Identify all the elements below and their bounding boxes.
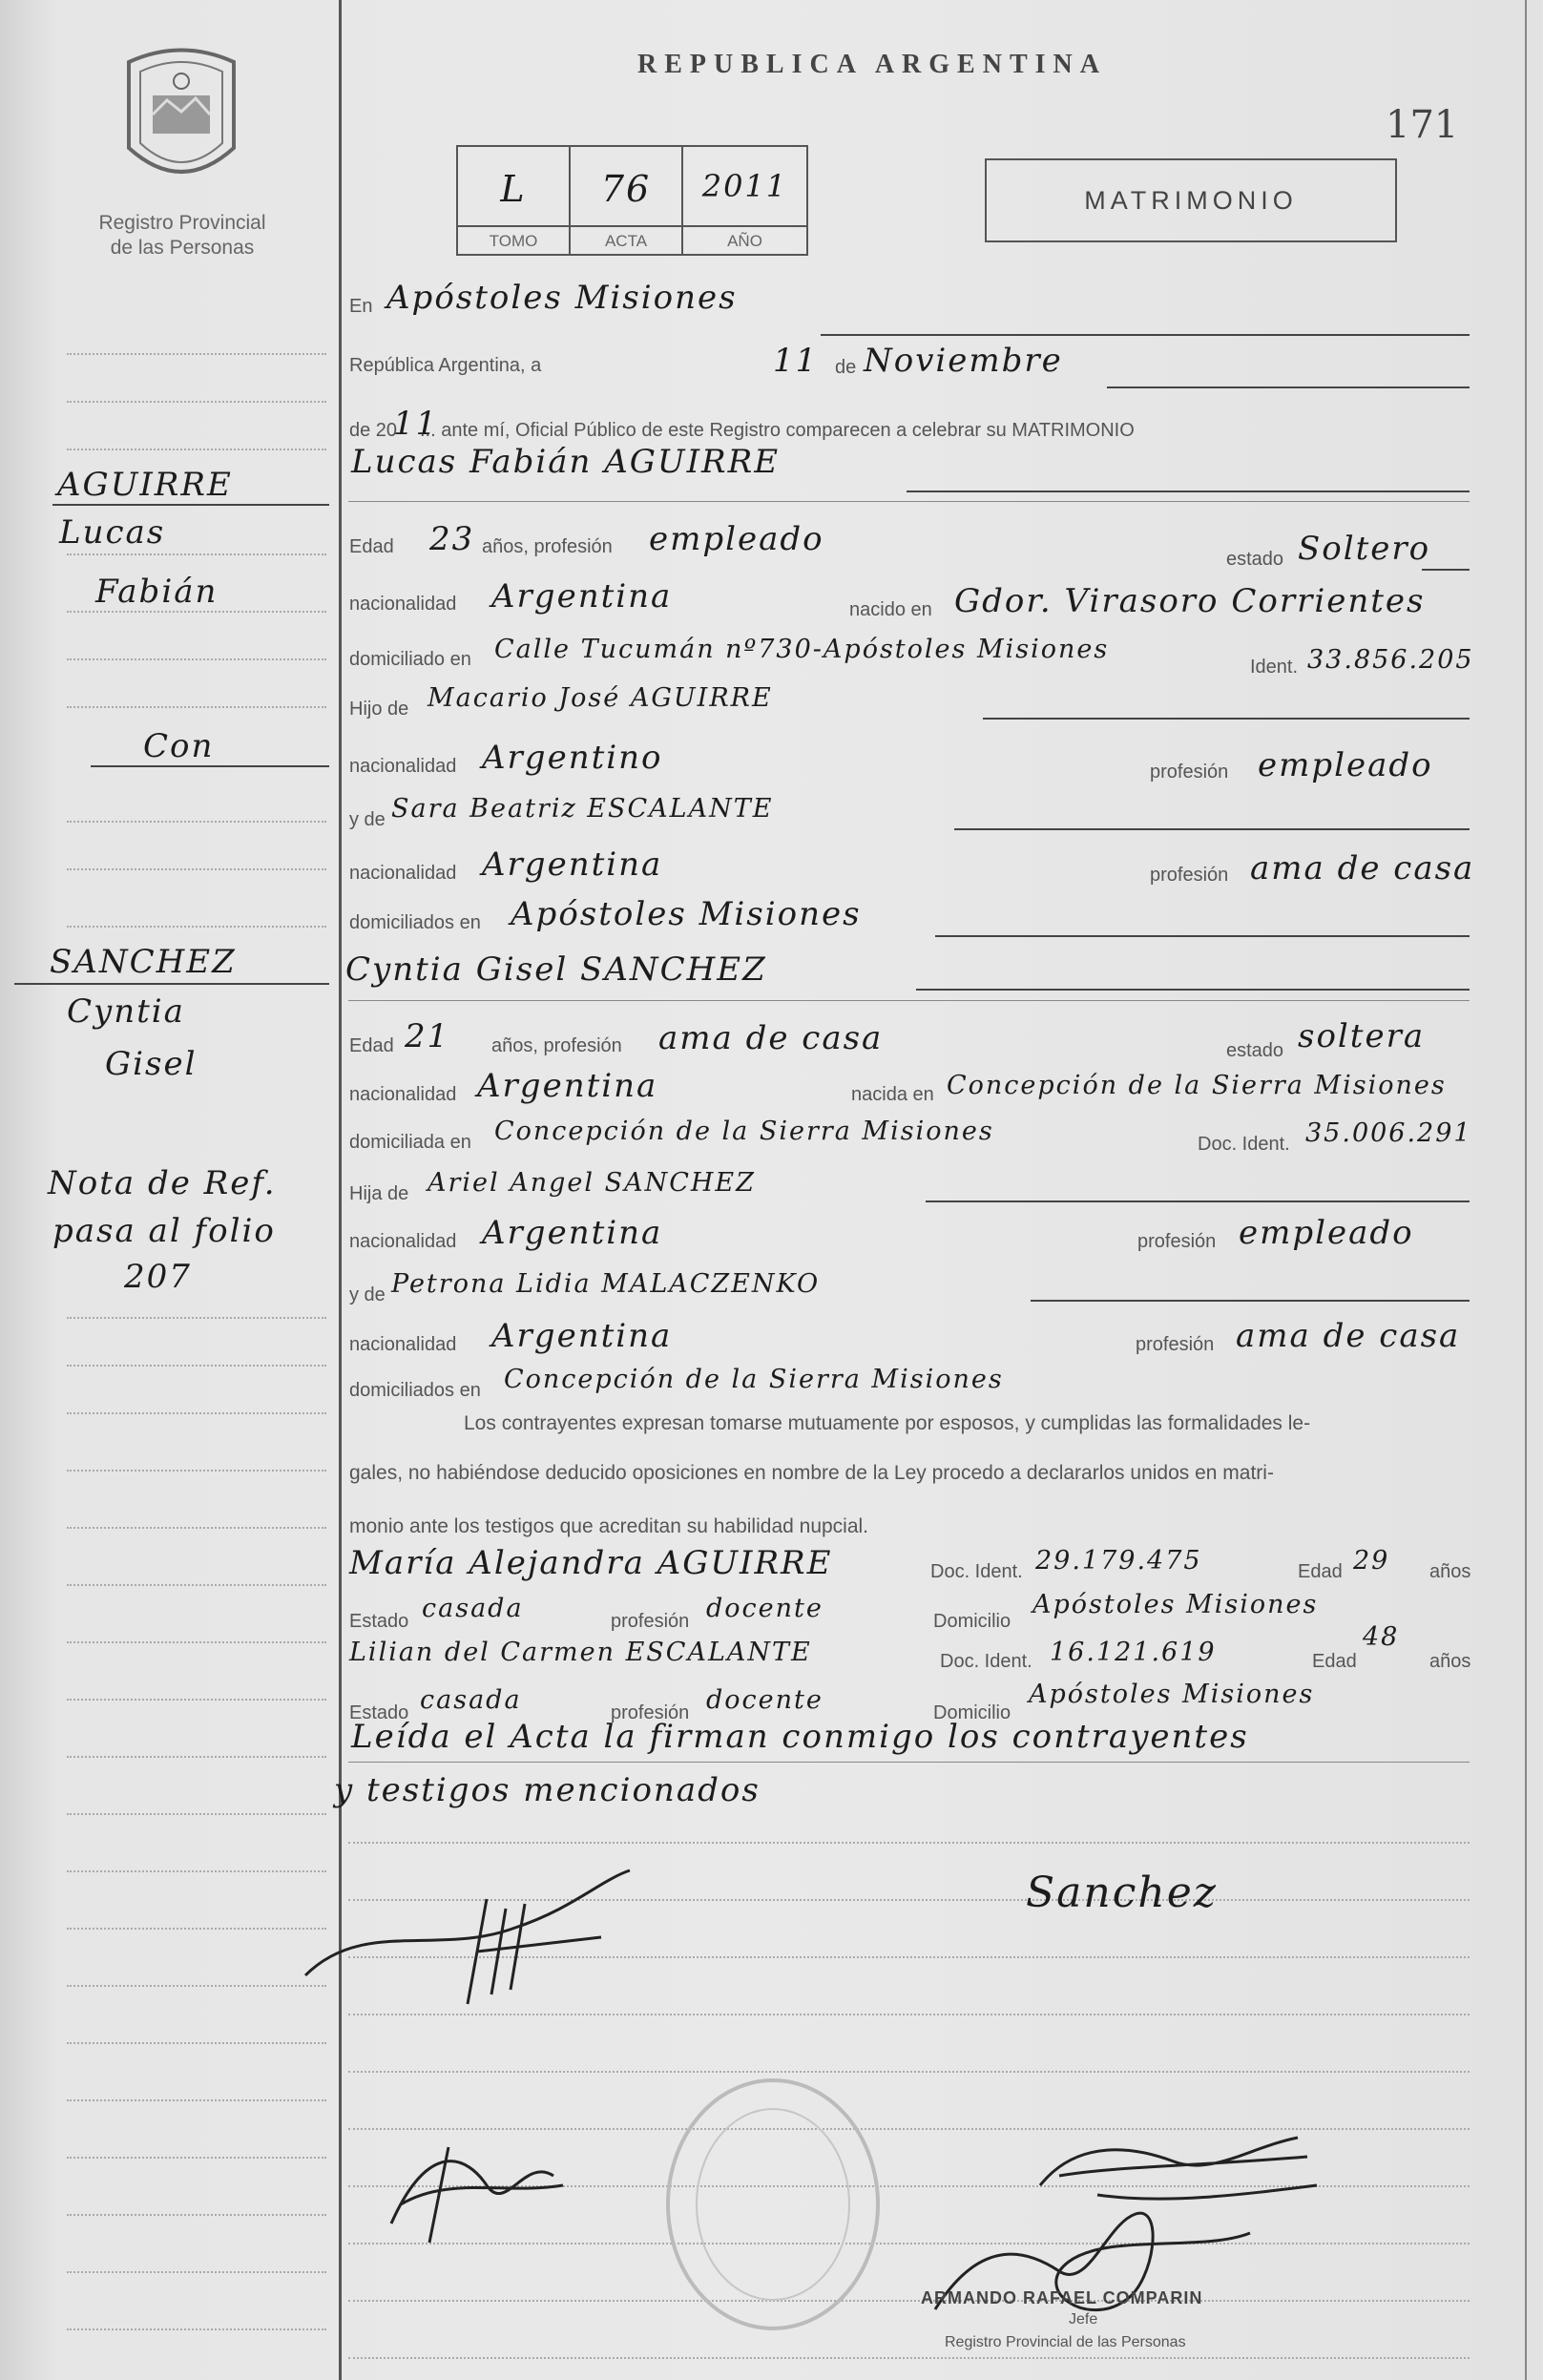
label-de: de: [835, 357, 857, 378]
margin-rule: [67, 658, 326, 660]
label-estado-cap: Estado: [349, 1702, 409, 1723]
label-anos-profesion: años, profesión: [482, 536, 613, 557]
registry-line2: de las Personas: [110, 237, 255, 259]
page-edge: [1525, 0, 1527, 2380]
acta-cell: [571, 147, 683, 254]
margin-note-line2: pasa al folio: [52, 1212, 276, 1250]
witness2-address: Apóstoles Misiones: [1029, 1680, 1315, 1709]
margin-bride-name1: Cyntia: [67, 992, 185, 1031]
label-nacionalidad: nacionalidad: [349, 756, 457, 777]
witness1-signature: [372, 2119, 582, 2262]
official-name: ARMANDO RAFAEL COMPARIN: [921, 2288, 1203, 2307]
groom-age: 23: [429, 520, 475, 558]
closing-line1: Leída el Acta la firman conmigo los contrayentes: [351, 1718, 1249, 1756]
official-registry: Registro Provincial de las Personas: [945, 2334, 1186, 2350]
place-value: Apóstoles Misiones: [386, 279, 738, 317]
fill-line: [1107, 386, 1470, 388]
bride-father-profession: empleado: [1239, 1214, 1414, 1252]
bride-nationality: Argentina: [477, 1067, 658, 1105]
label-edad: Edad: [349, 536, 394, 557]
label-ident: Doc. Ident.: [940, 1651, 1032, 1672]
tomo-value: L: [500, 168, 527, 210]
margin-bride-surname: SANCHEZ: [50, 943, 237, 981]
margin-rule: [67, 706, 326, 708]
label-domiciliados-en: domiciliados en: [349, 912, 481, 933]
margin-underline: [91, 765, 329, 767]
declaration-line2: gales, no habiéndose deducido oposiciones en nombre de la Ley procedo a declararlos unidos en matri-: [349, 1462, 1274, 1484]
bride-mother: Petrona Lidia MALACZENKO: [391, 1269, 821, 1299]
witness2-state: casada: [420, 1685, 522, 1715]
margin-rule: [67, 611, 326, 613]
margin-underline: [52, 504, 329, 506]
label-hija-de: Hija de: [349, 1183, 409, 1204]
fill-line: [348, 1000, 1470, 1001]
bride-father-nationality: Argentina: [482, 1214, 663, 1252]
declaration-line3: monio ante los testigos que acreditan su habilidad nupcial.: [349, 1515, 869, 1537]
declaration-line1: Los contrayentes expresan tomarse mutuamente por esposos, y cumplidas las formalidades le-: [464, 1412, 1311, 1434]
bride-signature: Sanchez: [1026, 1869, 1218, 1917]
label-republica: República Argentina, a: [349, 355, 542, 376]
country-title: REPUBLICA ARGENTINA: [637, 50, 1107, 79]
tomo-cell: [458, 147, 571, 254]
label-profesion: profesión: [1150, 762, 1229, 783]
groom-signature: [286, 1861, 668, 2023]
bride-full-name: Cyntia Gisel SANCHEZ: [345, 950, 767, 989]
margin-rule: [67, 1412, 326, 1414]
label-edad: Edad: [1312, 1651, 1357, 1672]
groom-father-nationality: Argentino: [482, 739, 663, 777]
provincial-seal-icon: [119, 43, 243, 196]
label-y-de: y de: [349, 1284, 386, 1305]
label-profesion: profesión: [1137, 1231, 1217, 1252]
fill-line: [954, 828, 1470, 830]
label-ident: Ident.: [1250, 657, 1299, 678]
anio-value: 2011: [701, 168, 788, 204]
groom-born-in: Gdor. Virasoro Corrientes: [954, 582, 1426, 620]
margin-rule: [67, 449, 326, 450]
fill-line: [1422, 569, 1470, 571]
margin-rule: [67, 2099, 326, 2101]
label-nacionalidad: nacionalidad: [349, 1334, 457, 1355]
margin-rule: [67, 2042, 326, 2044]
label-domiciliada-en: domiciliada en: [349, 1132, 471, 1153]
label-anos: años: [1429, 1561, 1471, 1582]
groom-mother-profession: ama de casa: [1250, 849, 1475, 887]
groom-parents-address: Apóstoles Misiones: [511, 895, 862, 933]
label-profesion: profesión: [1150, 865, 1229, 886]
margin-groom-surname: AGUIRRE: [57, 466, 233, 504]
label-profesion: profesión: [611, 1611, 690, 1632]
margin-groom-name1: Lucas: [59, 513, 166, 552]
anio-label: AÑO: [683, 225, 806, 256]
margin-rule: [67, 1470, 326, 1472]
fill-line: [348, 1762, 1470, 1763]
margin-con: Con: [143, 727, 215, 765]
margin-rule: [67, 1813, 326, 1815]
bride-mother-nationality: Argentina: [491, 1317, 673, 1355]
label-anos-profesion: años, profesión: [491, 1035, 622, 1056]
fill-line: [907, 491, 1470, 492]
registry-line1: Registro Provincial: [98, 212, 266, 234]
label-hijo-de: Hijo de: [349, 699, 409, 720]
groom-nationality: Argentina: [491, 577, 673, 616]
label-edad: Edad: [1298, 1561, 1343, 1582]
margin-rule: [67, 353, 326, 355]
groom-mother: Sara Beatriz ESCALANTE: [391, 794, 774, 824]
label-edad: Edad: [349, 1035, 394, 1056]
groom-civil-state: Soltero: [1298, 530, 1431, 568]
bride-address: Concepción de la Sierra Misiones: [494, 1117, 994, 1146]
label-doc-ident: Doc. Ident.: [930, 1561, 1023, 1582]
margin-rule: [67, 2157, 326, 2159]
witness1-age: 29: [1353, 1546, 1390, 1576]
day-value: 11: [773, 342, 819, 380]
bride-parents-address: Concepción de la Sierra Misiones: [504, 1365, 1004, 1394]
groom-father: Macario José AGUIRRE: [427, 683, 773, 713]
fill-line: [916, 989, 1470, 991]
margin-rule: [67, 2271, 326, 2273]
label-estado: estado: [1226, 1040, 1284, 1061]
groom-father-profession: empleado: [1258, 746, 1433, 784]
margin-rule: [67, 926, 326, 928]
label-nacionalidad: nacionalidad: [349, 863, 457, 884]
month-value: Noviembre: [864, 342, 1063, 380]
folio-number: 171: [1386, 103, 1459, 147]
margin-rule: [67, 1641, 326, 1643]
label-nacionalidad: nacionalidad: [349, 594, 457, 615]
label-estado: estado: [1226, 549, 1284, 570]
body-rule: [348, 2300, 1470, 2302]
tomo-label: TOMO: [458, 225, 569, 256]
record-type-box: MATRIMONIO: [985, 158, 1397, 242]
margin-note-line3: 207: [124, 1258, 192, 1296]
witness1-name: María Alejandra AGUIRRE: [349, 1544, 833, 1582]
groom-full-name: Lucas Fabián AGUIRRE: [351, 443, 781, 481]
witness1-address: Apóstoles Misiones: [1032, 1590, 1319, 1619]
fill-line: [935, 935, 1470, 937]
groom-ident: 33.856.205: [1307, 645, 1474, 675]
witness1-profession: docente: [706, 1594, 824, 1623]
bride-age: 21: [405, 1017, 450, 1055]
bride-father: Ariel Angel SANCHEZ: [427, 1168, 756, 1198]
label-doc-ident: Doc. Ident.: [1198, 1134, 1290, 1155]
fill-line: [926, 1200, 1470, 1202]
label-domiciliado-en: domiciliado en: [349, 649, 471, 670]
fill-line: [1031, 1300, 1470, 1302]
label-profesion: profesión: [611, 1702, 690, 1723]
margin-rule: [67, 1756, 326, 1758]
bride-born-in: Concepción de la Sierra Misiones: [947, 1071, 1447, 1100]
witness2-ident: 16.121.619: [1050, 1638, 1217, 1667]
margin-bride-name2: Gisel: [105, 1045, 198, 1083]
body-rule: [348, 1842, 1470, 1844]
margin-rule: [67, 1527, 326, 1529]
margin-note-line1: Nota de Ref.: [48, 1164, 277, 1202]
fill-line: [348, 501, 1470, 502]
label-domicilio: Domicilio: [933, 1702, 1011, 1723]
label-nacionalidad: nacionalidad: [349, 1231, 457, 1252]
witness2-name: Lilian del Carmen ESCALANTE: [349, 1638, 812, 1667]
label-nacionalidad: nacionalidad: [349, 1084, 457, 1105]
bride-civil-state: soltera: [1298, 1017, 1426, 1055]
label-profesion: profesión: [1136, 1334, 1215, 1355]
official-title: Jefe: [1069, 2311, 1098, 2328]
fill-line: [983, 718, 1470, 720]
official-stamp: [649, 2061, 897, 2348]
bride-mother-profession: ama de casa: [1236, 1317, 1461, 1355]
margin-rule: [67, 1584, 326, 1586]
margin-rule: [67, 821, 326, 823]
body-rule: [348, 2357, 1470, 2359]
margin-underline: [14, 983, 329, 985]
margin-rule: [67, 2214, 326, 2216]
bride-ident: 35.006.291: [1305, 1118, 1472, 1148]
label-domiciliados-en: domiciliados en: [349, 1380, 481, 1401]
label-estado-cap: Estado: [349, 1611, 409, 1632]
closing-line2: y testigos mencionados: [334, 1771, 761, 1809]
margin-rule: [67, 401, 326, 403]
margin-groom-name2: Fabián: [95, 573, 219, 611]
groom-address: Calle Tucumán nº730-Apóstoles Misiones: [494, 635, 1110, 664]
witness1-ident: 29.179.475: [1035, 1546, 1202, 1576]
body-rule: [348, 2071, 1470, 2073]
anio-cell: [683, 147, 806, 254]
label-anos: años: [1429, 1651, 1471, 1672]
label-nacida-en: nacida en: [851, 1084, 934, 1105]
margin-rule: [67, 1365, 326, 1367]
record-id-boxes: [456, 145, 808, 256]
margin-rule: [67, 868, 326, 870]
acta-value: 76: [600, 168, 652, 210]
groom-profession: empleado: [649, 520, 824, 558]
groom-mother-nationality: Argentina: [482, 846, 663, 884]
label-y-de: y de: [349, 809, 386, 830]
margin-rule: [67, 1317, 326, 1319]
margin-rule: [67, 1699, 326, 1701]
margin-rule: [67, 2328, 326, 2330]
acta-label: ACTA: [571, 225, 681, 256]
label-domicilio: Domicilio: [933, 1611, 1011, 1632]
label-de-20: de 20: [349, 420, 398, 441]
witness2-age: 48: [1363, 1622, 1400, 1652]
fill-line: [821, 334, 1470, 336]
witness2-profession: docente: [706, 1685, 824, 1715]
label-nacido-en: nacido en: [849, 599, 932, 620]
year-value: 11: [393, 405, 439, 443]
label-comparecen: ... ante mí, Oficial Público de este Registro comparecen a celebrar su MATRIMONIO: [420, 420, 1135, 441]
witness1-state: casada: [422, 1594, 524, 1623]
margin-rule: [67, 553, 326, 555]
label-en: En: [349, 296, 373, 317]
bride-profession: ama de casa: [658, 1019, 884, 1057]
